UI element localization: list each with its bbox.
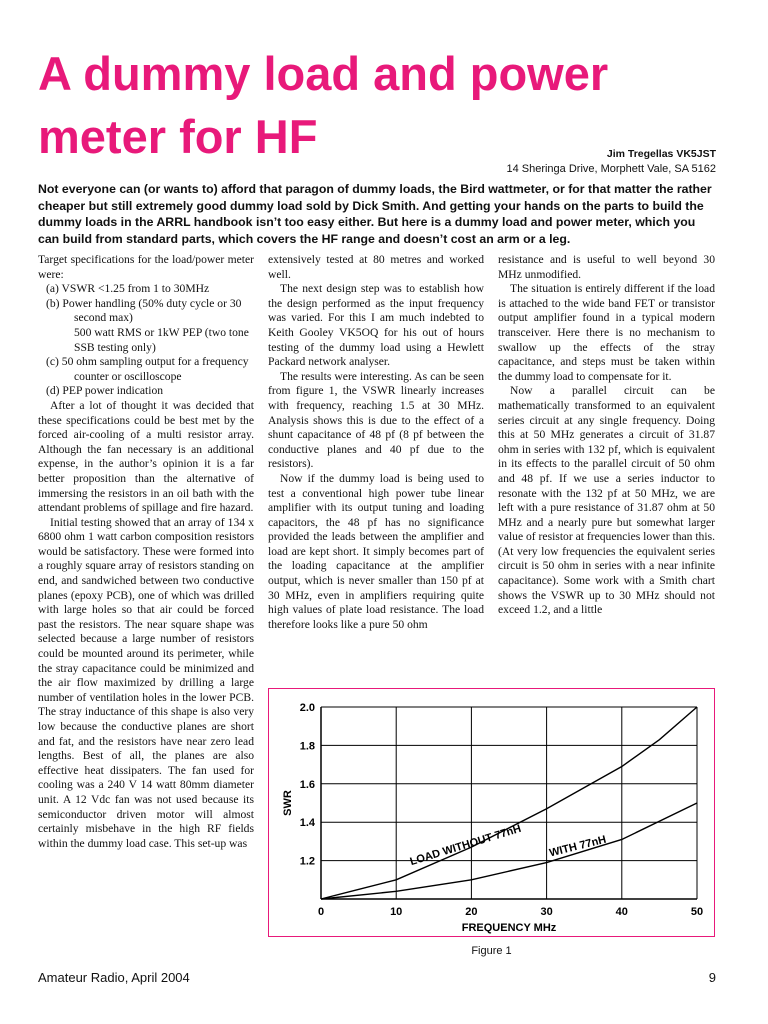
paragraph: The situation is entirely different if the load is attached to the wide band FET or transistor output amplifier found in a typical modern transceiver. Here there is no mechanism to swallow up the effects of the stray capacitance, and steps must be taken within the dummy load to compensate for it. (498, 282, 715, 383)
paragraph: Target specifications for the load/power meter were: (38, 253, 254, 281)
paragraph: Initial testing showed that an array of 134 x 6800 ohm 1 watt carbon composition resistors would be satisfactory. These were formed into a roughly square array of resistors standing on end, and sandwiched between two conductive planes (epoxy PCB), one of which was drilled with large holes so that air could be forced past the resistors. The near square shape was selected because a large number of resistors could be mounted around its perimeter, while the stray capacitance could be minimized and the air flow maximized by drilling a large number of ventilation holes in the lower PCB. The stray inductance of this shape is also very low because the conductive planes are short and fat, and the resistors have near zero lead lengths. Best of all, the planes are also effective heat dissipaters. The fan used for cooling was a 240 V 14 watt 80mm diameter unit. A 12 Vdc fan was not used because its semiconductor driven motor will almost certainly misbehave in the high RF fields within the dummy load case. This set-up was (38, 515, 254, 850)
paragraph: resistance and is useful to well beyond 30 MHz unmodified. (498, 253, 715, 281)
paragraph: extensively tested at 80 metres and worked well. (268, 253, 484, 281)
author-name: Jim Tregellas VK5JST (606, 148, 716, 160)
x-tick-label: 10 (390, 906, 403, 918)
footer-journal: Amateur Radio, April 2004 (38, 970, 190, 985)
text-column-2 (268, 253, 484, 632)
article-title: A dummy load and power meter for HF (38, 47, 609, 163)
y-tick-label: 2.0 (299, 702, 315, 714)
text-column-1 (38, 253, 254, 851)
spec-item-b: (b) Power handling (50% duty cycle or 30 second max) (46, 296, 242, 325)
x-tick-label: 40 (615, 906, 628, 918)
spec-item-a: (a) VSWR <1.25 from 1 to 30MHz (46, 282, 210, 296)
x-axis-label: FREQUENCY MHz (461, 922, 557, 934)
y-tick-label: 1.8 (299, 740, 315, 753)
paragraph: After a lot of thought it was decided that these specifications could be best met by the forced air-cooling of a multi resistor array. Although the fan necessary is an additional expense, in the author’s opinion it is a far better proposition than the alternative of immersing the resistors in an oil bath with the attendant problems of spillage and fire hazard. (38, 398, 254, 515)
text-column-3 (498, 253, 715, 618)
y-tick-label: 1.2 (299, 855, 315, 868)
series-line-1 (321, 707, 697, 899)
paragraph: The next design step was to establish how the design performed as the input frequency was varied. For this I am much indebted to Keith Gooley VK5OQ for his out of hours testing of the dummy load using a Hewlett Packard network analyser. (268, 282, 484, 369)
swr-chart (269, 689, 714, 936)
paragraph: Now if the dummy load is being used to test a conventional high power tube linear amplifier with its output tuning and loading capacitors, the 48 pf has no significance provided the leads between the amplifier and load are kept short. It simply becomes part of the loading capacitance at the amplifier output, which is never smaller than 150 pf at 30 MHz, even in amplifiers requiring quite high values of plate load resistance. The load therefore looks like a pure 50 ohm (268, 471, 484, 631)
page-number: 9 (708, 970, 716, 985)
y-tick-label: 1.6 (299, 778, 315, 791)
author-address: 14 Sheringa Drive, Morphett Vale, SA 5162 (506, 163, 716, 175)
lead-paragraph: Not everyone can (or wants to) afford that paragon of dummy loads, the Bird wattmeter, or for that matter the rather cheaper but still extremely good dummy load sold by Dick Smith. And getting your hands on the parts to build the dummy loads in the ARRL handbook isn’t too easy either. But here is a dummy load and power meter, which you can build from standard parts, which covers the HF range and doesn’t cost an arm or a leg. (38, 182, 712, 246)
spec-item-c: (c) 50 ohm sampling output for a frequency counter or oscilloscope (46, 355, 249, 383)
paragraph: The results were interesting. As can be seen from figure 1, the VSWR linearly increases with frequency, reaching 1.5 at 30 MHz. Analysis shows this is due to the effect of a shunt capacitance of 48 pf (8 pf between the conductive planes and 40 pf due to the resistors). (268, 369, 484, 471)
y-tick-label: 1.4 (299, 817, 315, 830)
spec-item-d: (d) PEP power indication (46, 384, 164, 398)
series-label-2: WITH 77nH (548, 833, 608, 860)
paragraph: Now a parallel circuit can be mathematically transformed to an equivalent series circuit at any single frequency. Doing this at 50 MHz generates a circuit of 31.87 ohm in series with 132 pf, which is equivalent in its effects to the parallel circuit of 50 ohm and 48 pf. If we use a series inductor to resonate with the 132 pf at 50 MHz, we are left with a pure resistance of 31.87 ohm at 50 MHz and a nearly pure but somewhat larger value of resistor at frequencies lower than this. (At very low frequencies the equivalent series circuit is 50 ohm in series with a near infinite capacitance). Some work with a Smith chart shows the VSWR up to 30 MHz should not exceed 1.2, and a little (498, 384, 715, 617)
series-label-1: LOAD WITHOUT 77nH (408, 822, 523, 869)
x-tick-label: 20 (465, 906, 478, 918)
figure-1-frame (268, 688, 715, 937)
figure-caption: Figure 1 (471, 945, 512, 957)
x-tick-label: 30 (540, 906, 553, 918)
x-tick-label: 0 (317, 906, 325, 918)
spec-item-b-detail: 500 watt RMS or 1kW PEP (two tone SSB testing only) (74, 325, 249, 354)
y-axis-label: SWR (282, 790, 294, 816)
x-tick-label: 50 (690, 906, 704, 918)
spec-list (38, 282, 254, 399)
author-block (506, 147, 716, 177)
